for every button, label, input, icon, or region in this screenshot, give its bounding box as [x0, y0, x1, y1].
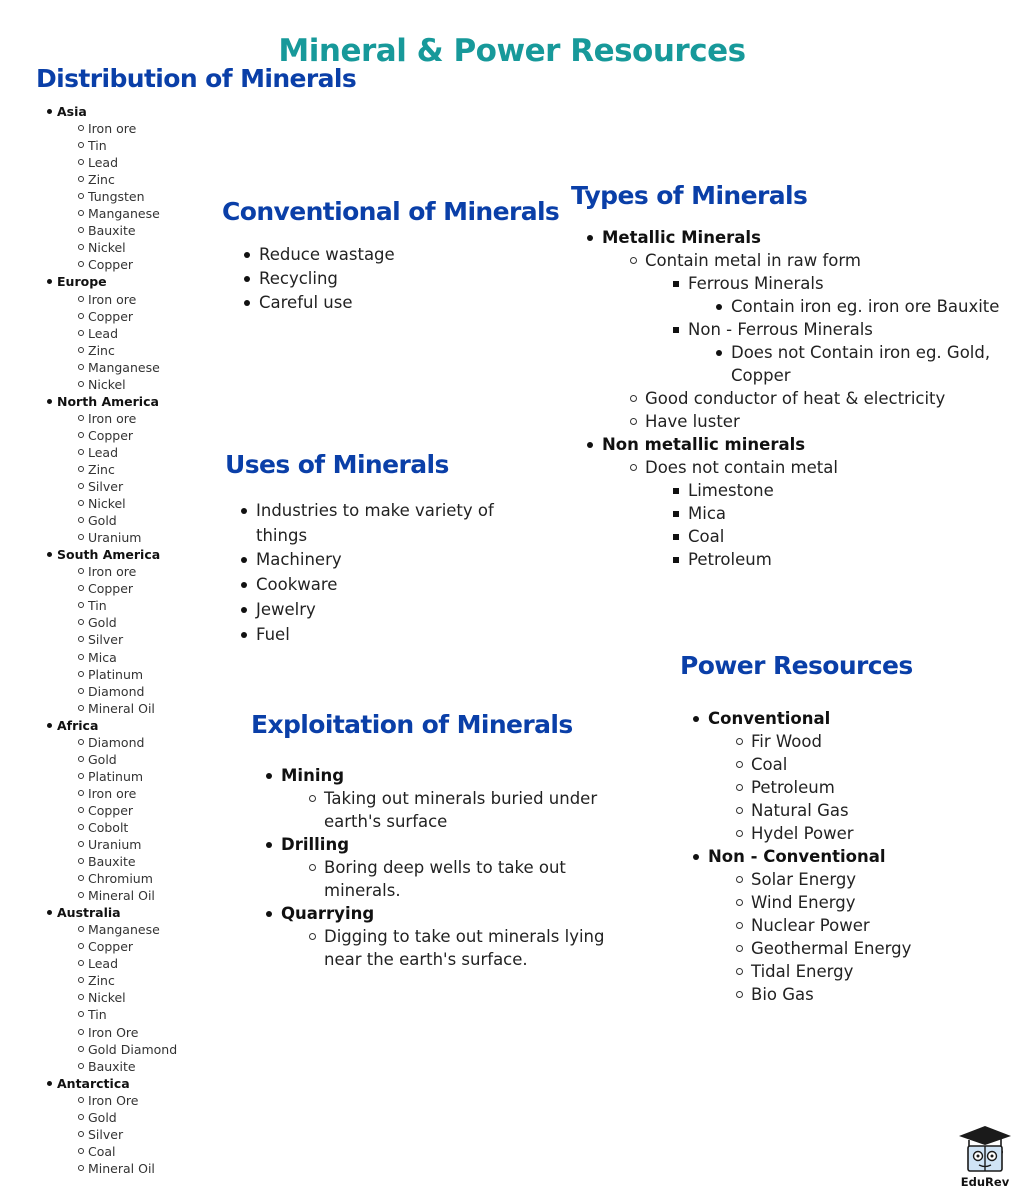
- mineral-item: Silver: [78, 1126, 177, 1143]
- mineral-item: Manganese: [78, 921, 177, 938]
- list-item: Cookware: [241, 573, 516, 598]
- mineral-item: Nickel: [78, 989, 177, 1006]
- mineral-item: Tin: [78, 597, 177, 614]
- mineral-item: Cobolt: [78, 819, 177, 836]
- conductor-item: Good conductor of heat & electricity: [630, 387, 1024, 410]
- method-desc: Boring deep wells to take out minerals.: [309, 856, 626, 902]
- mineral-item: Manganese: [78, 205, 177, 222]
- luster-item: Have luster: [630, 410, 1024, 433]
- non-ferrous-label: Non - Ferrous Minerals: [688, 320, 873, 339]
- method-label: Drilling: [281, 835, 350, 854]
- list-item: Machinery: [241, 548, 516, 573]
- mineral-item: Copper: [78, 308, 177, 325]
- mineral-item: Copper: [78, 580, 177, 597]
- method-mining: [266, 764, 626, 833]
- mineral-item: Copper: [78, 938, 177, 955]
- mineral-item: Diamond: [78, 683, 177, 700]
- mineral-item: Zinc: [78, 972, 177, 989]
- mineral-item: Copper: [78, 427, 177, 444]
- method-label: Mining: [281, 766, 345, 785]
- continent-asia: [47, 103, 177, 273]
- mineral-item: Lead: [78, 154, 177, 171]
- continent-label: Antarctica: [57, 1075, 130, 1091]
- continent-australia: [47, 904, 177, 1074]
- mineral-item: Manganese: [78, 359, 177, 376]
- mineral-item: Lead: [78, 955, 177, 972]
- mineral-item: Bauxite: [78, 222, 177, 239]
- mineral-item: Copper: [78, 256, 177, 273]
- mineral-item: Nickel: [78, 239, 177, 256]
- mineral-item: Gold: [78, 1109, 177, 1126]
- list-item: Industries to make variety of things: [241, 499, 516, 548]
- list-item: Natural Gas: [736, 799, 911, 822]
- list-item: Tidal Energy: [736, 960, 911, 983]
- continent-label: Asia: [57, 104, 87, 119]
- ferrous-desc: Contain iron eg. iron ore Bauxite: [716, 295, 1024, 318]
- mineral-item: Nickel: [78, 376, 177, 393]
- mineral-item: Tin: [78, 137, 177, 154]
- logo-text: EduRev: [960, 1175, 1010, 1189]
- mineral-item: Tin: [78, 1006, 177, 1023]
- mineral-item: Uranium: [78, 836, 177, 853]
- conventional-heading: Conventional of Minerals: [222, 197, 560, 226]
- list-item: Limestone: [673, 479, 1024, 502]
- no-metal-text: Does not contain metal: [645, 458, 838, 477]
- mineral-item: Zinc: [78, 342, 177, 359]
- mineral-item: Gold: [78, 614, 177, 631]
- mineral-item: Iron ore: [78, 785, 177, 802]
- power-non-conventional: [693, 845, 911, 1006]
- list-item: Coal: [736, 753, 911, 776]
- mineral-item: Mineral Oil: [78, 887, 177, 904]
- exploitation-heading: Exploitation of Minerals: [251, 710, 573, 739]
- continent-north-america: [47, 393, 177, 546]
- mineral-item: Lead: [78, 325, 177, 342]
- types-list: [587, 226, 1024, 571]
- mineral-item: Iron ore: [78, 410, 177, 427]
- exploitation-list: [266, 764, 626, 971]
- list-item: Coal: [673, 525, 1024, 548]
- list-item: Recycling: [244, 267, 395, 291]
- continent-label: Europe: [57, 274, 107, 290]
- continent-europe: [47, 273, 177, 392]
- mineral-item: Mineral Oil: [78, 1160, 177, 1177]
- list-item: Solar Energy: [736, 868, 911, 891]
- method-desc: Digging to take out minerals lying near the earth's surface.: [309, 925, 626, 971]
- continent-label: South America: [57, 547, 161, 563]
- mineral-item: Uranium: [78, 529, 177, 546]
- method-drilling: [266, 833, 626, 902]
- raw-form-item: [630, 249, 1024, 387]
- list-item: Nuclear Power: [736, 914, 911, 937]
- edurev-logo: [955, 1124, 1015, 1188]
- power-group-label: Non - Conventional: [708, 847, 886, 866]
- mineral-item: Lead: [78, 444, 177, 461]
- list-item: Wind Energy: [736, 891, 911, 914]
- mineral-item: Diamond: [78, 734, 177, 751]
- list-item: Fuel: [241, 623, 516, 648]
- ferrous-item: [673, 272, 1024, 318]
- mineral-item: Coal: [78, 1143, 177, 1160]
- continent-antarctica: [47, 1075, 177, 1177]
- graduation-cap-book-icon: [955, 1124, 1015, 1176]
- non-metallic-label: Non metallic minerals: [602, 435, 806, 454]
- list-item: Petroleum: [736, 776, 911, 799]
- method-desc: Taking out minerals buried under earth's surface: [309, 787, 626, 833]
- no-metal-item: [630, 456, 1024, 571]
- continent-label: North America: [57, 393, 159, 409]
- list-item: Careful use: [244, 291, 395, 315]
- mineral-item: Gold: [78, 512, 177, 529]
- continent-label: Australia: [57, 905, 121, 921]
- power-heading: Power Resources: [680, 651, 913, 680]
- mineral-item: Nickel: [78, 495, 177, 512]
- distribution-list: [47, 103, 177, 1177]
- mineral-item: Copper: [78, 802, 177, 819]
- mineral-item: Iron ore: [78, 563, 177, 580]
- power-group-label: Conventional: [708, 709, 831, 728]
- metallic-minerals: [587, 226, 1024, 433]
- mineral-item: Platinum: [78, 768, 177, 785]
- mineral-item: Silver: [78, 478, 177, 495]
- mineral-item: Chromium: [78, 870, 177, 887]
- power-list: [693, 707, 911, 1006]
- raw-form-text: Contain metal in raw form: [645, 251, 861, 270]
- list-item: Geothermal Energy: [736, 937, 911, 960]
- mineral-item: Zinc: [78, 461, 177, 478]
- metallic-label: Metallic Minerals: [602, 228, 761, 247]
- mineral-item: Zinc: [78, 171, 177, 188]
- mineral-item: Bauxite: [78, 1058, 177, 1075]
- mineral-item: Iron ore: [78, 291, 177, 308]
- mineral-item: Iron ore: [78, 120, 177, 137]
- continent-africa: [47, 717, 177, 905]
- list-item: Hydel Power: [736, 822, 911, 845]
- list-item: Jewelry: [241, 598, 516, 623]
- non-metallic-minerals: [587, 433, 1024, 571]
- list-item: Petroleum: [673, 548, 1024, 571]
- method-quarrying: [266, 902, 626, 971]
- mineral-item: Tungsten: [78, 188, 177, 205]
- method-label: Quarrying: [281, 904, 375, 923]
- uses-heading: Uses of Minerals: [225, 450, 449, 479]
- continent-south-america: [47, 546, 177, 716]
- distribution-heading: Distribution of Minerals: [36, 64, 357, 93]
- list-item: Fir Wood: [736, 730, 911, 753]
- non-ferrous-desc: Does not Contain iron eg. Gold, Copper: [716, 341, 1024, 387]
- types-heading: Types of Minerals: [571, 181, 808, 210]
- continent-label: Africa: [57, 717, 99, 733]
- mineral-item: Gold Diamond: [78, 1041, 177, 1058]
- list-item: Reduce wastage: [244, 243, 395, 267]
- ferrous-label: Ferrous Minerals: [688, 274, 824, 293]
- mineral-item: Mica: [78, 649, 177, 666]
- mineral-item: Platinum: [78, 666, 177, 683]
- page-title: Mineral & Power Resources: [278, 32, 746, 69]
- list-item: Bio Gas: [736, 983, 911, 1006]
- mineral-item: Iron Ore: [78, 1092, 177, 1109]
- non-ferrous-item: [673, 318, 1024, 387]
- uses-list: [241, 499, 516, 647]
- power-conventional: [693, 707, 911, 845]
- mineral-item: Iron Ore: [78, 1024, 177, 1041]
- mineral-item: Silver: [78, 631, 177, 648]
- mineral-item: Gold: [78, 751, 177, 768]
- conventional-list: [244, 243, 395, 315]
- mineral-item: Mineral Oil: [78, 700, 177, 717]
- list-item: Mica: [673, 502, 1024, 525]
- mineral-item: Bauxite: [78, 853, 177, 870]
